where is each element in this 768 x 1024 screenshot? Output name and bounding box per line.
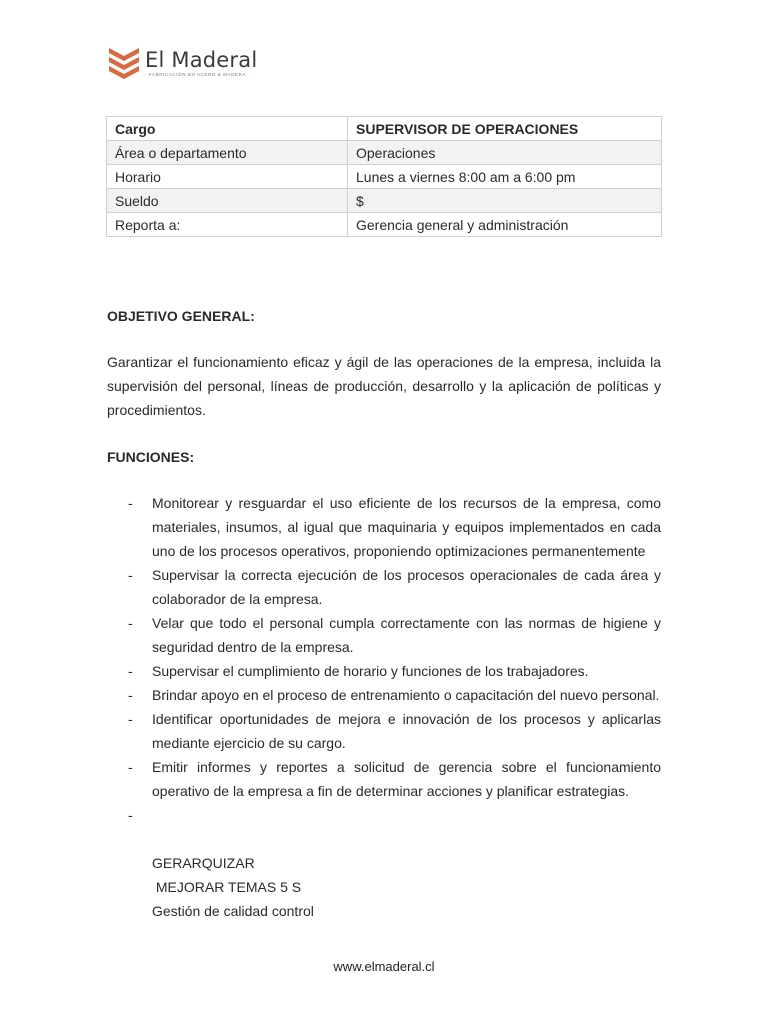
chevron-stack-icon [107,46,141,80]
table-cell-value: SUPERVISOR DE OPERACIONES [348,117,662,141]
table-cell-label: Área o departamento [107,141,348,165]
table-cell-label: Horario [107,165,348,189]
list-item [107,659,661,683]
extra-line: MEJORAR TEMAS 5 S [152,879,302,895]
objective-heading: OBJETIVO GENERAL: [107,308,255,324]
brand-tagline: · FABRICACIÓN EN ACERO & MADERA · [145,72,250,77]
list-item-text: Monitorear y resguardar el uso eficiente de los recursos de la empresa, como materiales, insumos, al igual que maquinaria y equipos implementados en cada uno de los procesos operativos, proponiendo optimizaciones permanentemente [152,495,661,559]
table-cell-label: Cargo [107,117,348,141]
list-bullet: - [128,807,133,823]
list-bullet: - [128,495,133,511]
job-info-table [106,116,662,237]
table-row [107,165,662,189]
list-bullet: - [128,615,133,631]
list-item [107,707,661,755]
table-row [107,117,662,141]
table-cell-value: Operaciones [348,141,662,165]
list-bullet: - [128,711,133,727]
list-item-text: Emitir informes y reportes a solicitud de gerencia sobre el funcionamiento operativo de la empresa a fin de determinar acciones y planificar estrategias. [152,759,661,799]
list-item-text: Supervisar el cumplimiento de horario y funciones de los trabajadores. [152,663,589,679]
table-row [107,213,662,237]
functions-heading: FUNCIONES: [107,449,195,465]
list-item [107,611,661,659]
table-cell-value: Lunes a viernes 8:00 am a 6:00 pm [348,165,662,189]
list-item [107,491,661,563]
footer-url[interactable]: www.elmaderal.cl [333,959,435,974]
list-item [107,755,661,803]
extra-line: Gestión de calidad control [152,903,314,919]
table-cell-label: Sueldo [107,189,348,213]
list-item-text: Brindar apoyo en el proceso de entrenamiento o capacitación del nuevo personal. [152,687,660,703]
list-item-text: Supervisar la correcta ejecución de los procesos operacionales de cada área y colaborador de la empresa. [152,567,661,607]
list-item-text: Identificar oportunidades de mejora e innovación de los procesos y aplicarlas mediante ejercicio de su cargo. [152,711,661,751]
list-item [107,563,661,611]
list-bullet: - [128,567,133,583]
list-item [107,803,661,827]
extra-line: GERARQUIZAR [152,855,255,871]
table-cell-label: Reporta a: [107,213,348,237]
list-bullet: - [128,663,133,679]
functions-list [107,491,661,827]
brand-name: El Maderal [145,48,258,72]
company-logo [107,46,257,80]
list-item [107,683,661,707]
list-item-text: Velar que todo el personal cumpla correctamente con las normas de higiene y seguridad dentro de la empresa. [152,615,661,655]
table-cell-value: $ [348,189,662,213]
objective-text: Garantizar el funcionamiento eficaz y ágil de las operaciones de la empresa, incluida la supervisión del personal, líneas de producción, desarrollo y la aplicación de políticas y procedimientos. [107,354,661,418]
list-bullet: - [128,687,133,703]
table-cell-value: Gerencia general y administración [348,213,662,237]
list-bullet: - [128,759,133,775]
table-row [107,189,662,213]
table-row [107,141,662,165]
